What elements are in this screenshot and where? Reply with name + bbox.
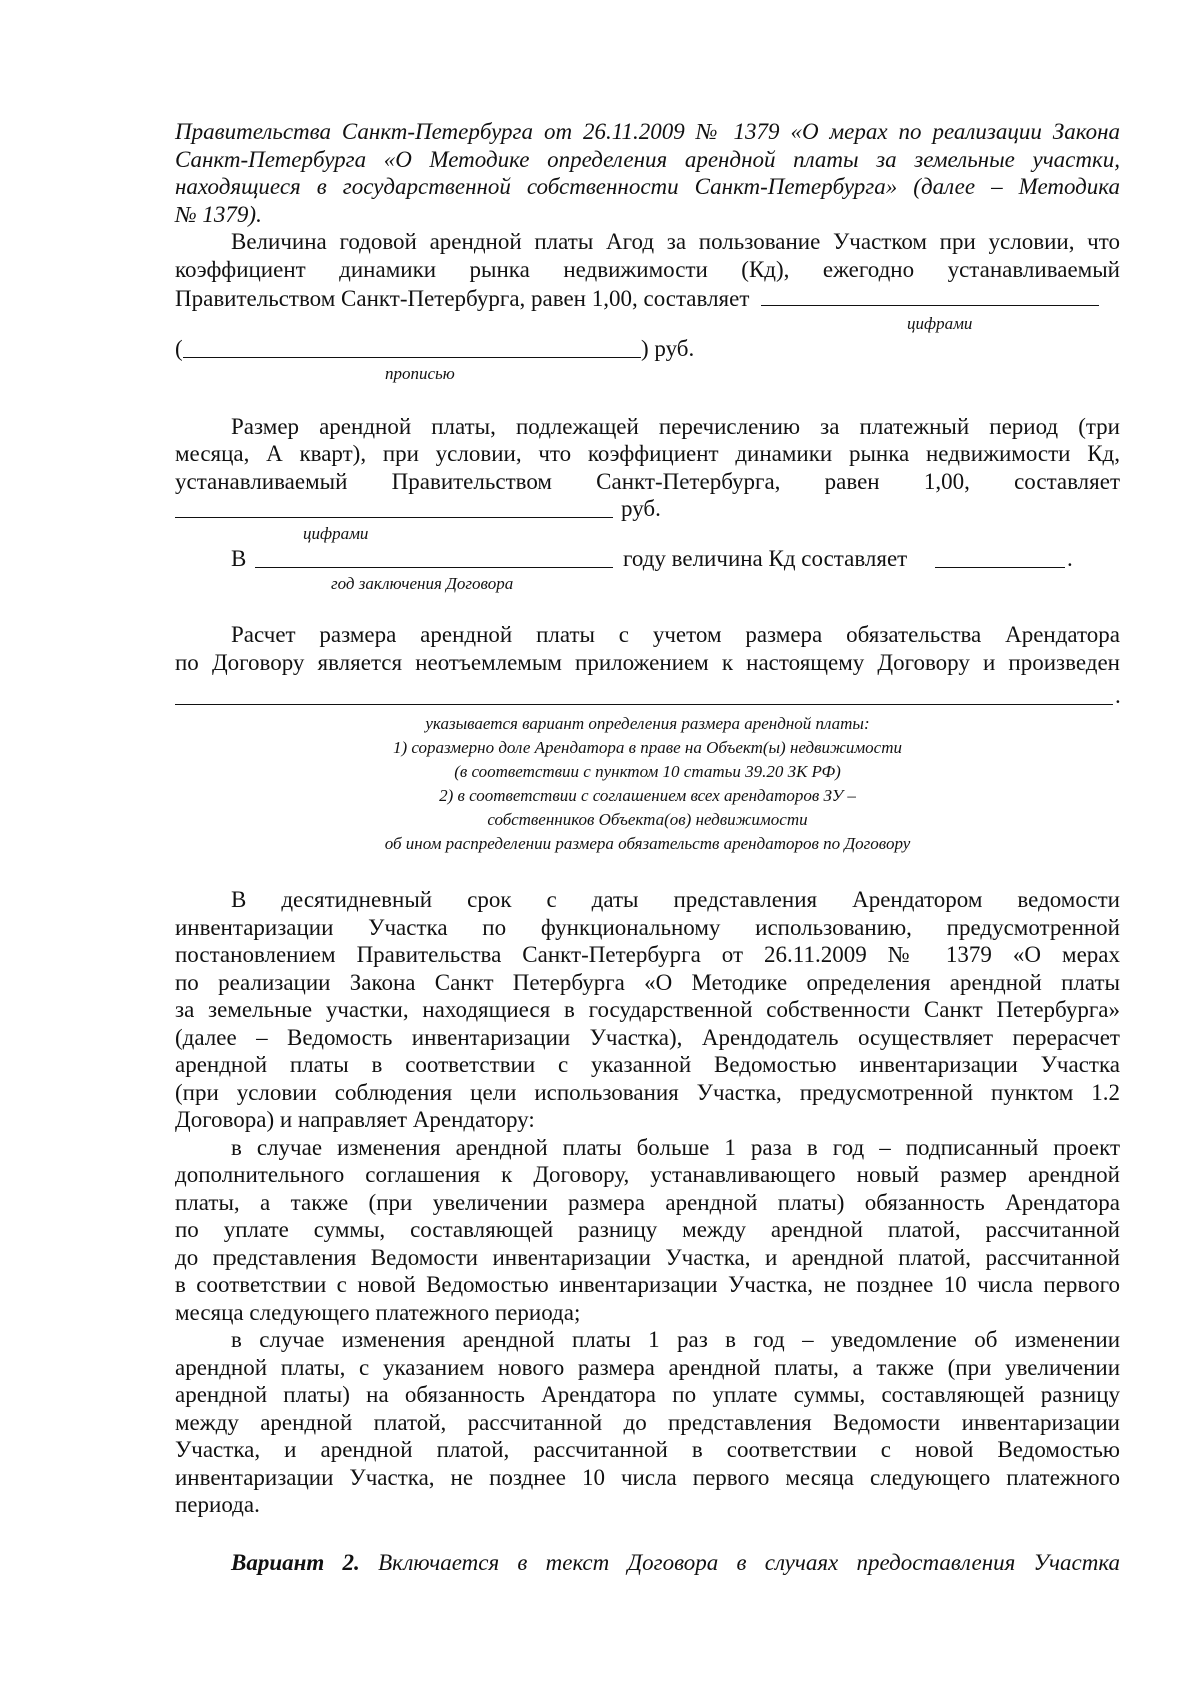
case1-block [175, 1134, 1120, 1327]
recalc-block [175, 886, 1120, 1134]
period: . [1067, 546, 1073, 571]
case1-line: месяца следующего платежного периода; [175, 1299, 581, 1325]
caption-digits: цифрами [907, 313, 973, 333]
case1-line: платы, а также (при увеличении размера арендной платы) обязанность Арендатора [175, 1189, 1120, 1215]
calc-notes [175, 712, 1120, 856]
case2-line: Участка, и арендной платой, рассчитанной в соответствии с новой Ведомостью [175, 1437, 1120, 1462]
case1-line: в случае изменения арендной платы больше 1 раза в год – подписанный проект [231, 1134, 1120, 1160]
variant-label: Вариант 2. [231, 1549, 360, 1575]
rub-label: руб. [621, 496, 661, 521]
quarter-digits-row [175, 495, 1120, 523]
spacer [175, 1519, 1120, 1549]
annual-line-text: Правительством Санкт-Петербурга, равен 1,00, составляет [175, 286, 750, 311]
caption-row [175, 313, 1120, 335]
close-rub: ) руб. [641, 335, 695, 361]
spacer [175, 595, 1120, 621]
caption-words: прописью [385, 363, 455, 383]
annual-line [175, 283, 1120, 313]
annual-amount-words-field[interactable] [183, 335, 641, 358]
annual-words-row [175, 335, 1120, 363]
recalc-line: В десятидневный срок с даты представления Арендатором ведомости [231, 887, 1120, 912]
recalc-line: Договора) и направляет Арендатору: [175, 1107, 535, 1132]
intro-line: № 1379). [175, 201, 262, 227]
case1-line: в соответствии с новой Ведомостью инвентаризации Участка, не позднее 10 числа первого [175, 1272, 1120, 1297]
caption-year: год заключения Договора [331, 574, 514, 593]
calc-line: Расчет размера арендной платы с учетом размера обязательства Арендатора [231, 622, 1120, 647]
calc-line: по Договору является неотъемлемым приложением к настоящему Договору и произведен [175, 649, 1120, 675]
contract-year-field[interactable] [255, 545, 613, 568]
spacer [175, 856, 1120, 886]
calc-note: собственников Объекта(ов) недвижимости [487, 810, 808, 829]
quarter-line: месяца, А кварт), при условии, что коэффициент динамики рынка недвижимости Кд, [175, 441, 1120, 466]
case2-line: в случае изменения арендной платы 1 раз в год – уведомление об изменении [231, 1327, 1120, 1352]
case1-line: дополнительного соглашения к Договору, устанавливающего новый размер арендной [175, 1162, 1120, 1187]
case2-line: арендной платы) на обязанность Арендатора по уплате суммы, составляющей разницу [175, 1382, 1120, 1407]
recalc-line: постановлением Правительства Санкт-Петербурга от 26.11.2009 № 1379 «О мерах [175, 942, 1120, 967]
case2-block [175, 1326, 1120, 1519]
case1-line: до представления Ведомости инвентаризации Участка, и арендной платой, рассчитанной [175, 1244, 1120, 1270]
variant-text: Включается в текст Договора в случаях предоставления Участка [378, 1549, 1121, 1575]
intro-line: находящиеся в государственной собственности Санкт-Петербурга» (далее – Методика [175, 174, 1120, 199]
annual-line: коэффициент динамики рынка недвижимости (Кд), ежегодно устанавливаемый [175, 256, 1120, 282]
case2-line: инвентаризации Участка, не позднее 10 числа первого месяца следующего платежного [175, 1464, 1120, 1490]
case2-line: арендной платы, с указанием нового размера арендной платы, а также (при увеличении [175, 1354, 1120, 1380]
quarter-amount-digits-field[interactable] [175, 495, 613, 518]
calc-note: 1) соразмерно доле Арендатора в праве на Объект(ы) недвижимости [393, 738, 902, 757]
calc-note: об ином распределении размера обязательств арендаторов по Договору [384, 834, 911, 853]
recalc-line: арендной платы в соответствии с указанной Ведомостью инвентаризации Участка [175, 1052, 1120, 1077]
caption-row [175, 363, 1120, 385]
annual-amount-digits-field[interactable] [761, 283, 1099, 306]
open-paren: ( [175, 335, 183, 361]
case2-line: между арендной платой, рассчитанной до представления Ведомости инвентаризации [175, 1409, 1120, 1435]
quarter-line: устанавливаемый Правительством Санкт-Петербурга, равен 1,00, составляет [175, 468, 1120, 494]
period: . [1115, 683, 1121, 708]
quarter-line: Размер арендной платы, подлежащей перечислению за платежный период (три [231, 413, 1120, 439]
calc-note: указывается вариант определения размера арендной платы: [425, 714, 870, 733]
calc-variant-field[interactable] [175, 682, 1113, 705]
recalc-line: за земельные участки, находящиеся в государственной собственности Санкт Петербурга» [175, 997, 1120, 1022]
case1-line: по уплате суммы, составляющей разницу между арендной платой, рассчитанной [175, 1217, 1120, 1242]
recalc-line: (при условии соблюдения цели использования Участка, предусмотренной пунктом 1.2 [175, 1079, 1120, 1105]
intro-line: Правительства Санкт-Петербурга от 26.11.2009 № 1379 «О мерах по реализации Закона [175, 119, 1120, 144]
recalc-line: инвентаризации Участка по функциональному использованию, предусмотренной [175, 914, 1120, 940]
in-word: В [231, 546, 247, 571]
spacer [175, 385, 1120, 413]
caption-row [175, 573, 1120, 595]
intro-block [175, 118, 1120, 228]
kd-value-field[interactable] [935, 545, 1065, 568]
annual-line: Величина годовой арендной платы Агод за пользование Участком при условии, что [231, 229, 1120, 254]
case2-line: периода. [175, 1492, 260, 1517]
calc-variant-row [175, 682, 1120, 710]
calc-note: 2) в соответствии с соглашением всех арендаторов ЗУ – [439, 786, 856, 805]
calc-note: (в соответствии с пунктом 10 статьи 39.20 ЗК РФ) [454, 762, 841, 781]
recalc-line: по реализации Закона Санкт Петербурга «О Методике определения арендной платы [175, 969, 1120, 995]
variant-line [175, 1549, 1120, 1577]
intro-line: Санкт-Петербурга «О Методике определения арендной платы за земельные участки, [175, 146, 1120, 172]
recalc-line: (далее – Ведомость инвентаризации Участка), Арендодатель осуществляет перерасчет [175, 1024, 1120, 1050]
year-text: году величина Кд составляет [623, 546, 908, 571]
caption-digits: цифрами [303, 524, 369, 543]
caption-row [175, 523, 1120, 545]
year-row [175, 545, 1120, 573]
